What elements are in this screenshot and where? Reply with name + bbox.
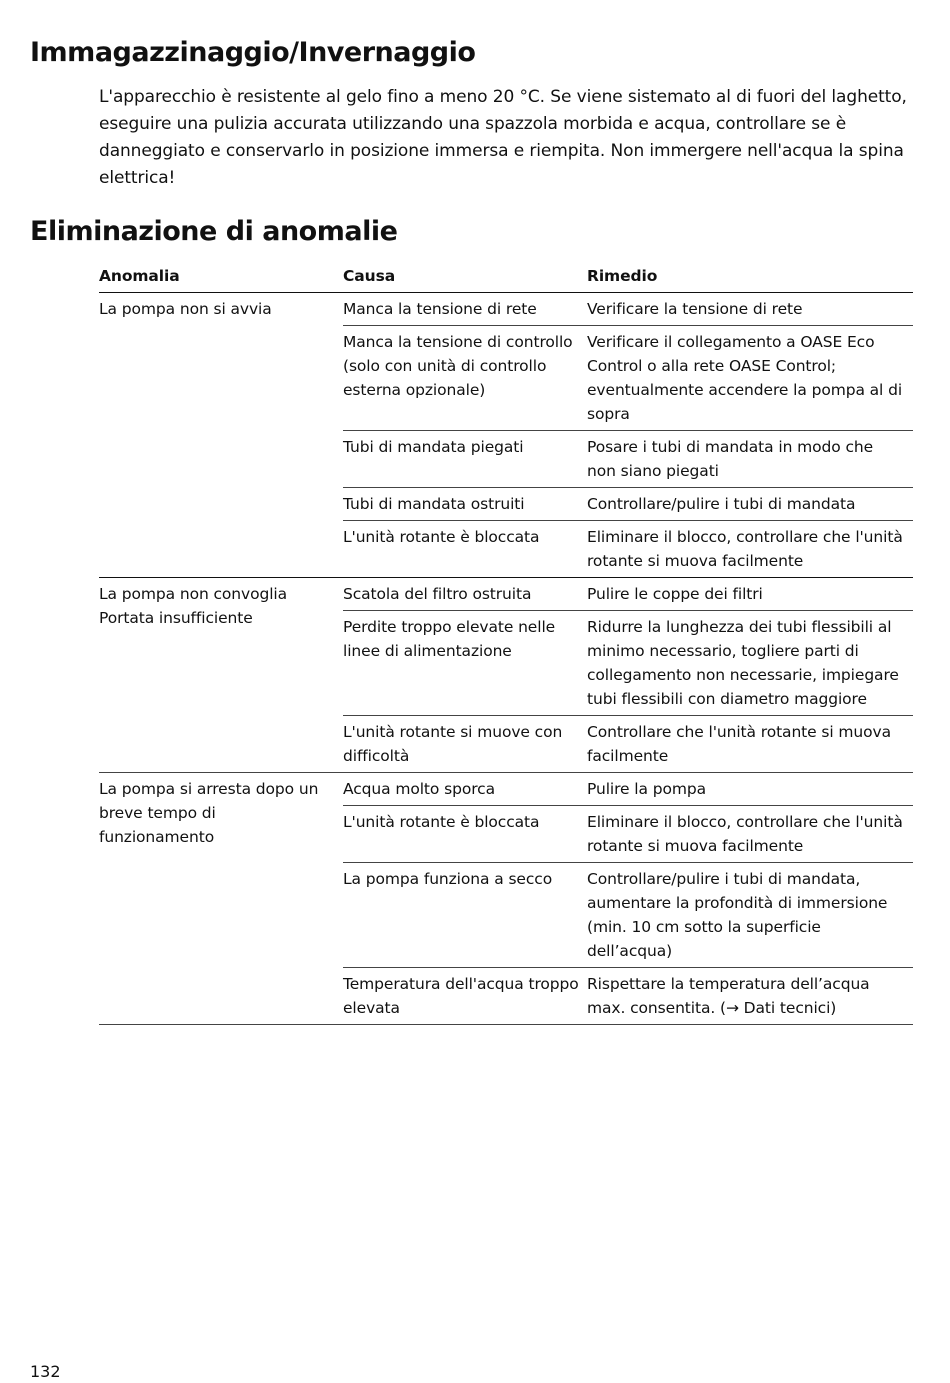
remedy-cell: Verificare la tensione di rete: [587, 293, 913, 326]
remedy-cell: Posare i tubi di mandata in modo che non siano piegati: [587, 431, 913, 488]
remedy-cell: Controllare che l'unità rotante si muova facilmente: [587, 716, 913, 773]
table-row: [99, 773, 913, 806]
anomaly-cell: La pompa non si avvia: [99, 293, 343, 578]
remedy-cell: Eliminare il blocco, controllare che l'unità rotante si muova facilmente: [587, 806, 913, 863]
remedy-cell: Pulire le coppe dei filtri: [587, 578, 913, 611]
troubleshooting-table: [99, 264, 913, 1025]
cause-cell: Manca la tensione di controllo (solo con unità di controllo esterna opzionale): [343, 326, 587, 431]
header-anomaly: Anomalia: [99, 264, 343, 293]
cause-cell: L'unità rotante si muove con difficoltà: [343, 716, 587, 773]
cause-cell: Perdite troppo elevate nelle linee di alimentazione: [343, 611, 587, 716]
remedy-cell: Pulire la pompa: [587, 773, 913, 806]
remedy-cell: Controllare/pulire i tubi di mandata: [587, 488, 913, 521]
anomaly-cell: La pompa si arresta dopo un breve tempo di funzionamento: [99, 773, 343, 1025]
anomaly-cell: La pompa non convoglia Portata insufficiente: [99, 578, 343, 773]
remedy-cell: Controllare/pulire i tubi di mandata, aumentare la profondità di immersione (min. 10 cm sotto la superficie dell’acqua): [587, 863, 913, 968]
cause-cell: La pompa funziona a secco: [343, 863, 587, 968]
table-row: [99, 578, 913, 611]
cause-cell: Manca la tensione di rete: [343, 293, 587, 326]
section-title-troubleshooting: Eliminazione di anomalie: [30, 216, 398, 247]
cause-cell: Tubi di mandata ostruiti: [343, 488, 587, 521]
section-title-storage: Immagazzinaggio/Invernaggio: [30, 37, 476, 68]
storage-paragraph: L'apparecchio è resistente al gelo fino a meno 20 °C. Se viene sistemato al di fuori del laghetto, eseguire una pulizia accurata utilizzando una spazzola morbida e acqua, controllare se è danneggiato e conservarlo in posizione immersa e riempita. Non immergere nell'acqua la spina elettrica!: [99, 87, 907, 188]
cause-cell: Tubi di mandata piegati: [343, 431, 587, 488]
remedy-cell: Rispettare la temperatura dell’acqua max. consentita. (→ Dati tecnici): [587, 968, 913, 1025]
table-header-row: [99, 264, 913, 293]
header-cause: Causa: [343, 264, 587, 293]
cause-cell: L'unità rotante è bloccata: [343, 806, 587, 863]
header-remedy: Rimedio: [587, 264, 913, 293]
remedy-cell: Ridurre la lunghezza dei tubi flessibili al minimo necessario, togliere parti di collegamento non necessarie, impiegare tubi flessibili con diametro maggiore: [587, 611, 913, 716]
cause-cell: Acqua molto sporca: [343, 773, 587, 806]
table-row: [99, 293, 913, 326]
page-number: 132: [30, 1362, 61, 1381]
cause-cell: Temperatura dell'acqua troppo elevata: [343, 968, 587, 1025]
remedy-cell: Verificare il collegamento a OASE Eco Control o alla rete OASE Control; eventualmente accendere la pompa al di sopra: [587, 326, 913, 431]
remedy-cell: Eliminare il blocco, controllare che l'unità rotante si muova facilmente: [587, 521, 913, 578]
cause-cell: L'unità rotante è bloccata: [343, 521, 587, 578]
cause-cell: Scatola del filtro ostruita: [343, 578, 587, 611]
